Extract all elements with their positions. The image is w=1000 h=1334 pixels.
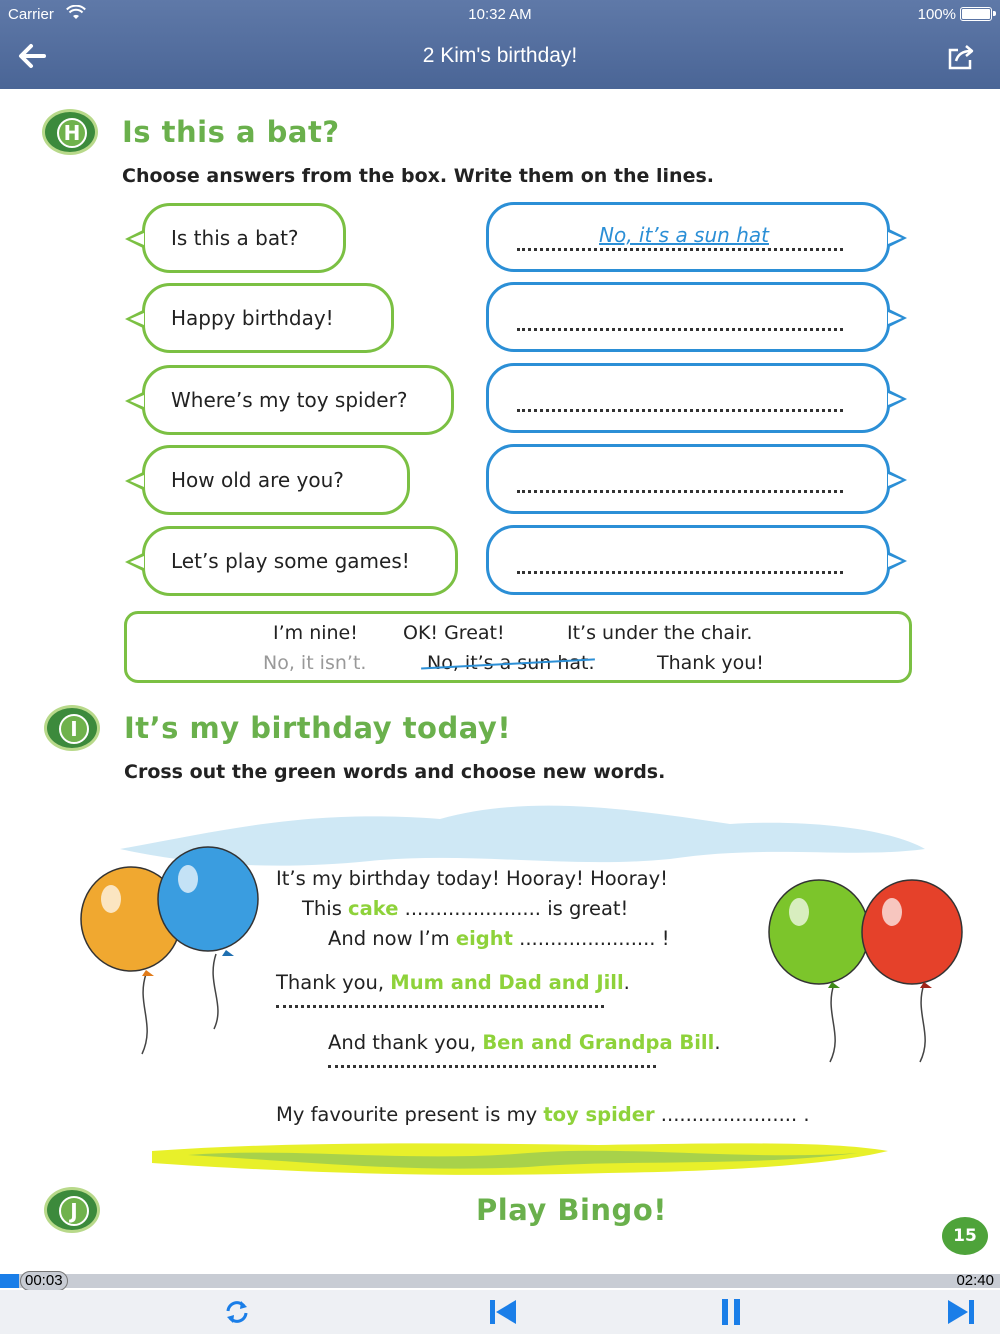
green-word[interactable]: toy spider: [543, 1103, 655, 1126]
example-answer: No, it’s a sun hat: [599, 223, 769, 247]
poem-line-3: And now I’m eight ...................... !: [328, 927, 670, 950]
answer-bubble[interactable]: [486, 282, 890, 352]
green-word[interactable]: cake: [348, 897, 399, 920]
poem-line-1: It’s my birthday today! Hooray! Hooray!: [276, 867, 668, 890]
answer-line[interactable]: [328, 1065, 656, 1068]
answer-choices-box: [124, 611, 912, 683]
answer-bubble[interactable]: [486, 363, 890, 433]
answer-bubble[interactable]: [486, 525, 890, 595]
poem-line-6: My favourite present is my toy spider ...................... .: [276, 1103, 810, 1126]
answer-choice-used: No, it’s a sun hat.: [427, 652, 595, 674]
instruction-i: Cross out the green words and choose new words.: [124, 761, 666, 783]
answer-choice: I’m nine!: [273, 622, 358, 644]
clock: 10:32 AM: [468, 6, 532, 23]
pause-icon[interactable]: [720, 1298, 744, 1326]
page-title: 2 Kim's birthday!: [422, 44, 578, 67]
section-badge-i: I: [44, 705, 100, 751]
answer-bubble[interactable]: [486, 202, 890, 272]
section-title-h: Is this a bat?: [122, 115, 340, 149]
question-bubble: Is this a bat?: [142, 203, 346, 273]
instruction-h: Choose answers from the box. Write them on the lines.: [122, 165, 714, 187]
page-number-badge: 15: [942, 1217, 988, 1255]
poem-line-2: This cake ...................... is great!: [302, 897, 629, 920]
total-time: 02:40: [956, 1272, 994, 1289]
skip-forward-icon[interactable]: [946, 1298, 976, 1326]
question-bubble: Where’s my toy spider?: [142, 365, 454, 435]
question-bubble: How old are you?: [142, 445, 410, 515]
grass-decoration: [148, 1133, 893, 1183]
section-title-j: Play Bingo!: [476, 1193, 667, 1227]
carrier-label: Carrier: [8, 6, 54, 23]
audio-progress-fill: [0, 1274, 19, 1288]
share-icon[interactable]: [946, 42, 976, 72]
answer-choice: No, it isn’t.: [263, 652, 367, 674]
answer-line[interactable]: [276, 1005, 604, 1008]
player-toolbar: [0, 1290, 1000, 1334]
answer-line: [517, 248, 843, 251]
green-word[interactable]: Ben and Grandpa Bill: [482, 1031, 715, 1054]
battery-percent: 100%: [917, 6, 956, 23]
answer-line: [517, 490, 843, 493]
battery-icon: [960, 7, 992, 21]
section-badge-j: J: [44, 1187, 100, 1233]
answer-line: [517, 328, 843, 331]
elapsed-time: 00:03: [20, 1271, 68, 1291]
question-bubble: Happy birthday!: [142, 283, 394, 353]
answer-line: [517, 571, 843, 574]
green-word[interactable]: eight: [455, 927, 513, 950]
poem-line-4: Thank you, Mum and Dad and Jill.: [276, 971, 630, 994]
nav-bar: [0, 0, 1000, 89]
answer-choice: It’s under the chair.: [567, 622, 753, 644]
audio-progress-bar[interactable]: [0, 1274, 1000, 1288]
answer-choice: Thank you!: [657, 652, 764, 674]
section-badge-h: H: [42, 109, 98, 155]
skip-back-icon[interactable]: [488, 1298, 518, 1326]
question-bubble: Let’s play some games!: [142, 526, 458, 596]
section-title-i: It’s my birthday today!: [124, 711, 512, 745]
answer-line: [517, 409, 843, 412]
worksheet-page: [0, 89, 1000, 1274]
green-word[interactable]: Mum and Dad and Jill: [390, 971, 624, 994]
balloons-right-image: [764, 874, 969, 1074]
answer-choice: OK! Great!: [403, 622, 505, 644]
balloons-left-image: [76, 844, 276, 1059]
poem-line-5: And thank you, Ben and Grandpa Bill.: [328, 1031, 721, 1054]
answer-bubble[interactable]: [486, 444, 890, 514]
repeat-icon[interactable]: [224, 1298, 250, 1326]
